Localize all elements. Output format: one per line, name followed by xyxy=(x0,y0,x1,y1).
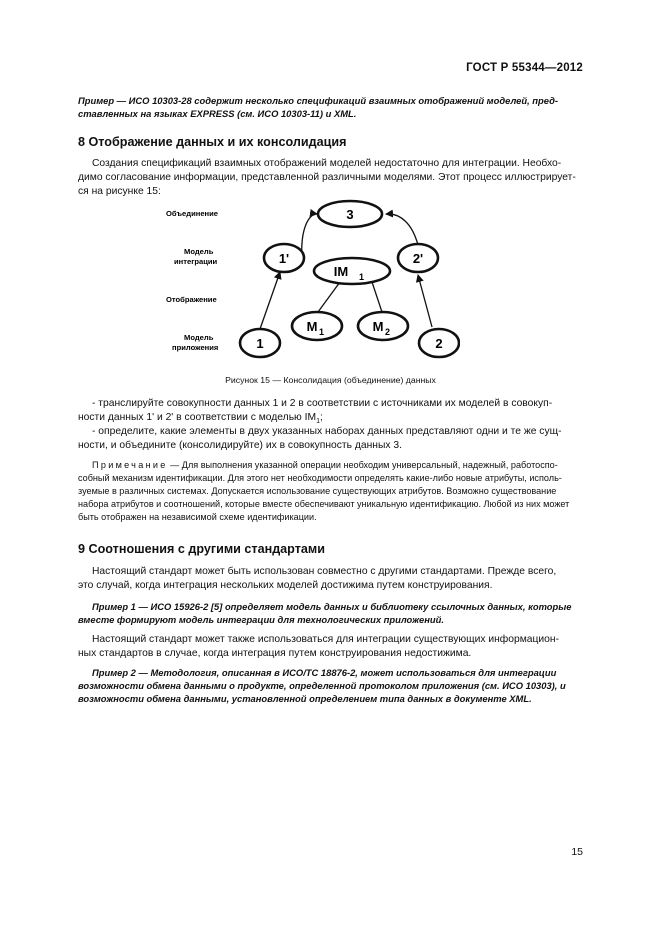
note-line: набора атрибутов и соотношений, которые вместе обеспечивают уникальную идентификацию. Любой из них может xyxy=(78,499,570,509)
label-integration-model-2: интеграции xyxy=(174,257,218,266)
node-1-prime-label: 1' xyxy=(278,251,290,266)
figure-15-diagram xyxy=(160,197,460,362)
section-9-paragraph-1 xyxy=(78,565,583,593)
line-im-to-m2 xyxy=(372,282,382,312)
bullet-line: - определите, какие элементы в двух указанных наборах данных представляют одни и те же сущ- xyxy=(92,426,562,437)
arrow-2p-to-3 xyxy=(386,214,418,245)
bullet-end: ; xyxy=(320,412,323,423)
note-text: — Для выполнения указанной операции необходим универсальный, надежный, работоспо- xyxy=(167,460,558,470)
note-line: собный механизм идентификации. Для этого нет необходимости определять какие-либо новые атрибуты, исполь- xyxy=(78,473,562,483)
note-line: зуемые в различных системах. Допускается использование существующих атрибутов. Возможно существование xyxy=(78,486,557,496)
label-union: Объединение xyxy=(166,209,219,218)
arrow-2-to-2p xyxy=(418,275,432,327)
example-line: возможности обмена данными о продукте, определенной протоколом приложения (см. ИСО 10303), и xyxy=(78,680,566,691)
paragraph-line: ных стандартов в случае, когда интеграция путем конструирования недостижима. xyxy=(78,648,472,659)
node-2-label: 2 xyxy=(435,336,443,351)
figure-caption: Рисунок 15 — Консолидация (объединение) данных xyxy=(225,375,436,385)
example-2 xyxy=(78,666,583,705)
document-id: ГОСТ Р 55344—2012 xyxy=(466,62,583,74)
note-label: Примечание xyxy=(92,460,168,470)
bullet-subscript: 1 xyxy=(316,418,320,426)
example-1 xyxy=(78,600,583,626)
page-number: 15 xyxy=(571,846,583,858)
note-block xyxy=(78,459,583,524)
node-1-label: 1 xyxy=(256,336,264,351)
paragraph-line: димо согласование информации, представленной различными моделями. Этот процесс иллюстрирует- xyxy=(78,172,576,183)
label-application-model-2: приложения xyxy=(172,343,219,352)
bullet-identify xyxy=(78,425,583,453)
node-im-label: IM xyxy=(333,264,349,279)
example-intro xyxy=(78,94,583,120)
bullet-line: ности, и объедините (консолидируйте) их в совокупность данных 3. xyxy=(78,440,402,451)
line-im-to-m1 xyxy=(318,282,340,312)
example-line: Пример 2 — Методология, описанная в ИСО/ТС 18876-2, может использоваться для интеграции xyxy=(92,667,557,678)
example-line: вместе формируют модель интеграции для технологических приложений. xyxy=(78,614,444,625)
section-8-heading: 8 Отображение данных и их консолидация xyxy=(78,135,347,149)
paragraph-line: Создания спецификаций взаимных отображений моделей недостаточно для интеграции. Необхо- xyxy=(92,158,562,169)
example-line: Пример 1 — ИСО 15926-2 [5] определяет модель данных и библиотеку ссылочных данных, которые xyxy=(92,601,572,612)
node-im1 xyxy=(314,258,390,284)
node-m2-label: M xyxy=(372,319,384,334)
node-2-prime-label: 2' xyxy=(412,251,424,266)
bullet-line: - транслируйте совокупности данных 1 и 2 в соответствии с источниками их моделей в совокуп- xyxy=(92,398,553,409)
paragraph-line: Настоящий стандарт может также использоваться для интеграции существующих информацион- xyxy=(92,634,560,645)
node-m1-label: M xyxy=(306,319,318,334)
example-intro-line: Пример — ИСО 10303-28 содержит несколько спецификаций взаимных отображений моделей, пред- xyxy=(78,95,559,106)
section-9-paragraph-2 xyxy=(78,633,583,661)
label-integration-model-1: Модель xyxy=(184,247,214,256)
paragraph-line: это случай, когда интеграция нескольких моделей достижима путем конструирования. xyxy=(78,580,493,591)
note-line: быть отображен на независимой схеме идентификации. xyxy=(78,512,317,522)
node-m2-sub: 2 xyxy=(385,327,391,337)
note-line xyxy=(78,459,583,472)
node-m1-sub: 1 xyxy=(319,327,325,337)
arrow-1-to-1p xyxy=(260,272,280,329)
label-mapping: Отображение xyxy=(166,295,217,304)
paragraph-line: Настоящий стандарт может быть использован совместно с другими стандартами. Прежде всего, xyxy=(92,566,557,577)
node-im-sub: 1 xyxy=(359,272,365,282)
example-intro-line: ставленных на языках EXPRESS (см. ИСО 10303-11) и XML. xyxy=(78,108,357,119)
node-3-label: 3 xyxy=(346,207,354,222)
bullet-text: ности данных 1' и 2' в соответствии с моделью IM xyxy=(78,412,317,423)
example-line: возможности обмена данными, установленной определением типа данных в документе XML. xyxy=(78,693,532,704)
paragraph-line: ся на рисунке 15: xyxy=(78,186,161,197)
consolidation-diagram xyxy=(160,197,460,362)
section-9-heading: 9 Соотношения с другими стандартами xyxy=(78,542,325,556)
section-8-paragraph xyxy=(78,157,583,199)
arrow-1p-to-3 xyxy=(302,214,317,259)
label-application-model-1: Модель xyxy=(184,333,214,342)
